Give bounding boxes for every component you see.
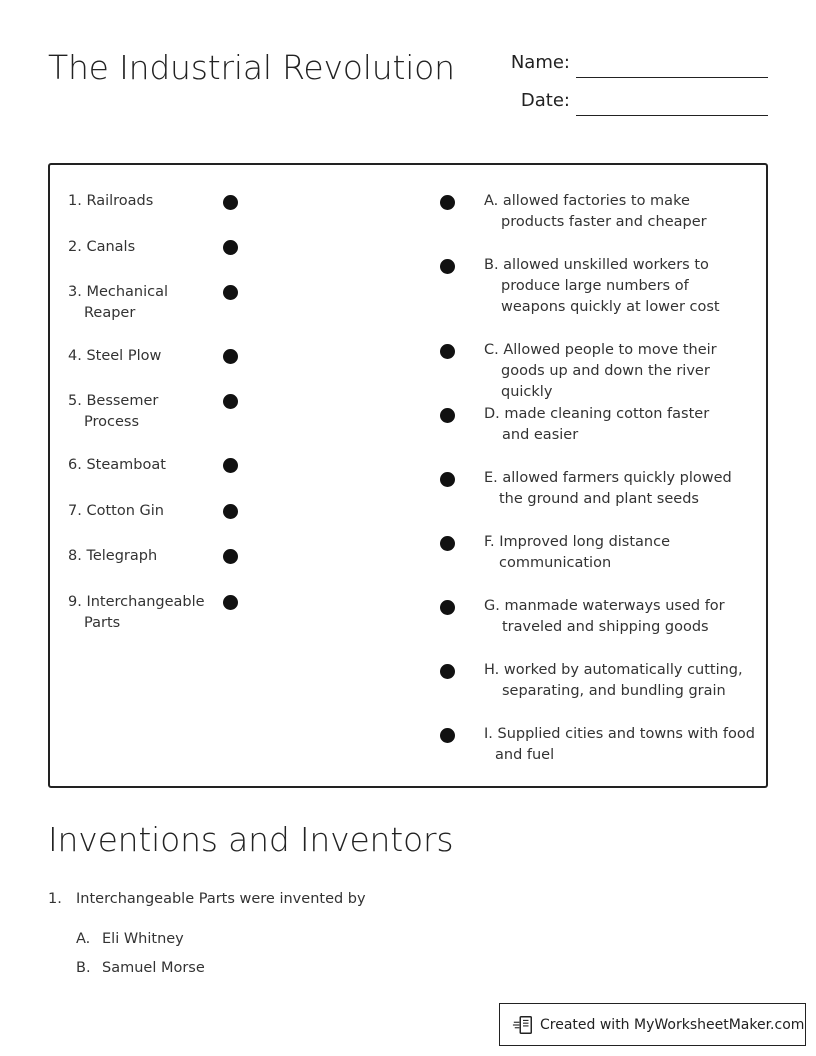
left-item-2: 2. Canals [68,239,136,255]
worksheet-maker-logo-icon [512,1014,534,1036]
left-item-8: 8. Telegraph [68,548,158,564]
option-a-letter[interactable]: A. [76,931,91,947]
left-item-3: 3. Mechanical Reaper [68,284,169,321]
left-item-9: 9. Interchangeable Parts [68,594,205,631]
left-dot-3[interactable] [223,285,238,300]
right-dot-d[interactable] [440,408,455,423]
option-b-letter[interactable]: B. [76,960,91,976]
date-label: Date: [520,90,570,111]
right-item-b: B. allowed unskilled workers to produce large numbers of weapons quickly at lower cost [484,257,720,315]
right-dot-a[interactable] [440,195,455,210]
right-dot-h[interactable] [440,664,455,679]
footer-badge[interactable] [499,1003,806,1046]
left-item-6: 6. Steamboat [68,457,166,473]
right-dot-i[interactable] [440,728,455,743]
right-dot-f[interactable] [440,536,455,551]
left-dot-7[interactable] [223,504,238,519]
left-dot-4[interactable] [223,349,238,364]
right-dot-b[interactable] [440,259,455,274]
left-item-1: 1. Railroads [68,193,154,209]
right-item-d: D. made cleaning cotton faster and easier [484,406,710,443]
right-dot-c[interactable] [440,344,455,359]
left-dot-2[interactable] [223,240,238,255]
right-item-h: H. worked by automatically cutting, separating, and bundling grain [484,662,743,699]
question-text: Interchangeable Parts were invented by [76,891,366,907]
option-b-text[interactable]: Samuel Morse [102,960,205,976]
left-dot-5[interactable] [223,394,238,409]
left-dot-8[interactable] [223,549,238,564]
page-title: The Industrial Revolution [48,48,455,87]
left-item-5: 5. Bessemer Process [68,393,159,430]
right-item-g: G. manmade waterways used for traveled and shipping goods [484,598,725,635]
date-line[interactable] [576,115,768,116]
right-dot-e[interactable] [440,472,455,487]
right-item-c: C. Allowed people to move their goods up and down the river quickly [484,342,717,400]
matching-box [48,163,768,788]
name-label: Name: [510,52,570,73]
right-item-a: A. allowed factories to make products faster and cheaper [484,193,707,230]
left-item-7: 7. Cotton Gin [68,503,164,519]
section-title: Inventions and Inventors [48,820,454,859]
left-dot-6[interactable] [223,458,238,473]
right-item-e: E. allowed farmers quickly plowed the ground and plant seeds [484,470,732,507]
question-number: 1. [48,891,62,907]
right-item-f: F. Improved long distance communication [484,534,671,571]
right-dot-g[interactable] [440,600,455,615]
right-item-i: I. Supplied cities and towns with food and fuel [484,726,755,763]
date-field [496,90,768,116]
option-a-text[interactable]: Eli Whitney [102,931,184,947]
footer-text: Created with MyWorksheetMaker.com [540,1016,805,1033]
left-dot-9[interactable] [223,595,238,610]
name-line[interactable] [576,77,768,78]
left-item-4: 4. Steel Plow [68,348,162,364]
left-dot-1[interactable] [223,195,238,210]
name-field [496,52,768,78]
